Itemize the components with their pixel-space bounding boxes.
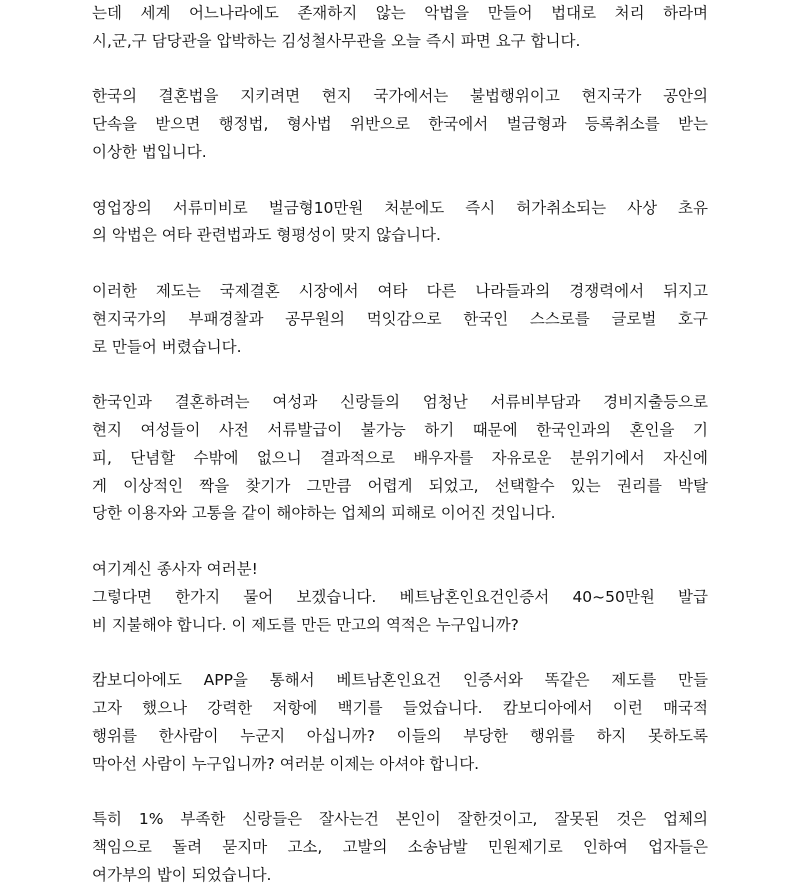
paragraph [92, 389, 708, 528]
text-line: 시,군,구 담당관을 압박하는 김성철사무관을 오늘 즉시 파면 요구 합니다. [92, 31, 581, 50]
text-line: 이상한 법입니다. [92, 142, 207, 161]
paragraph-gap [92, 167, 708, 195]
text-line: 한국의 결혼법을 지키려면 현지 국가에서는 불법행위이고 현지국가 공안의 [92, 87, 708, 106]
paragraph-gap [92, 56, 708, 84]
text-line: 이러한 제도는 국제결혼 시장에서 여타 다른 나라들과의 경쟁력에서 뒤지고 [92, 281, 708, 300]
paragraph [92, 806, 708, 889]
text-line: 그렇다면 한가지 물어 보겠습니다. 베트남혼인요건인증서 40~50만원 발급 [92, 587, 708, 606]
paragraph-gap [92, 639, 708, 667]
text-line: 현지국가의 부패경찰과 공무원의 먹잇감으로 한국인 스스로를 글로벌 호구 [92, 309, 708, 328]
text-line: 는데 세계 어느나라에도 존재하지 않는 악법을 만들어 법대로 처리 하라며 [92, 4, 708, 22]
text-line: 당한 이용자와 고통을 같이 해야하는 업체의 피해로 이어진 것입니다. [92, 504, 556, 523]
text-line: 특히 1% 부족한 신랑들은 잘사는건 본인이 잘한것이고, 잘못된 것은 업체의 [92, 810, 708, 829]
document-body [92, 0, 708, 890]
text-line: 현지 여성들이 사전 서류발급이 불가능 하기 때문에 한국인과의 혼인을 기 [92, 420, 708, 439]
text-line: 여기계신 종사자 여러분! [92, 559, 258, 578]
paragraph [92, 195, 708, 251]
paragraph [92, 556, 708, 639]
text-line: 한국인과 결혼하려는 여성과 신랑들의 엄청난 서류비부담과 경비지출등으로 [92, 393, 708, 412]
text-line: 의 악법은 여타 관련법과도 형평성이 맞지 않습니다. [92, 226, 441, 245]
text-line: 로 만들어 버렸습니다. [92, 337, 242, 356]
paragraph-gap [92, 361, 708, 389]
text-line: 비 지불해야 합니다. 이 제도를 만든 만고의 역적은 누구입니까? [92, 615, 519, 634]
paragraph [92, 0, 708, 56]
paragraph [92, 83, 708, 166]
text-line: 게 이상적인 짝을 찾기가 그만큼 어렵게 되었고, 선택할수 있는 권리를 박탈 [92, 476, 708, 495]
text-line: 책임으로 돌려 묻지마 고소, 고발의 소송남발 민원제기로 인하여 업자들은 [92, 837, 708, 856]
text-line: 캄보디아에도 APP을 통해서 베트남혼인요건 인증서와 똑같은 제도를 만들 [92, 671, 708, 690]
text-line: 막아선 사람이 누구입니까? 여러분 이제는 아셔야 합니다. [92, 754, 480, 773]
text-line: 여가부의 밥이 되었습니다. [92, 865, 272, 884]
paragraph-gap [92, 778, 708, 806]
paragraph [92, 278, 708, 361]
paragraph-gap [92, 250, 708, 278]
text-line: 행위를 한사람이 누군지 아십니까? 이들의 부당한 행위를 하지 못하도록 [92, 726, 708, 745]
text-line: 영업장의 서류미비로 벌금형10만원 처분에도 즉시 허가취소되는 사상 초유 [92, 198, 708, 217]
paragraph-gap [92, 528, 708, 556]
text-line: 단속을 받으면 행정법, 형사법 위반으로 한국에서 벌금형과 등록취소를 받는 [92, 115, 708, 134]
paragraph [92, 667, 708, 778]
text-line: 피, 단념할 수밖에 없으니 결과적으로 배우자를 자유로운 분위기에서 자신에 [92, 448, 708, 467]
text-line: 고자 했으나 강력한 저항에 백기를 들었습니다. 캄보디아에서 이런 매국적 [92, 698, 708, 717]
